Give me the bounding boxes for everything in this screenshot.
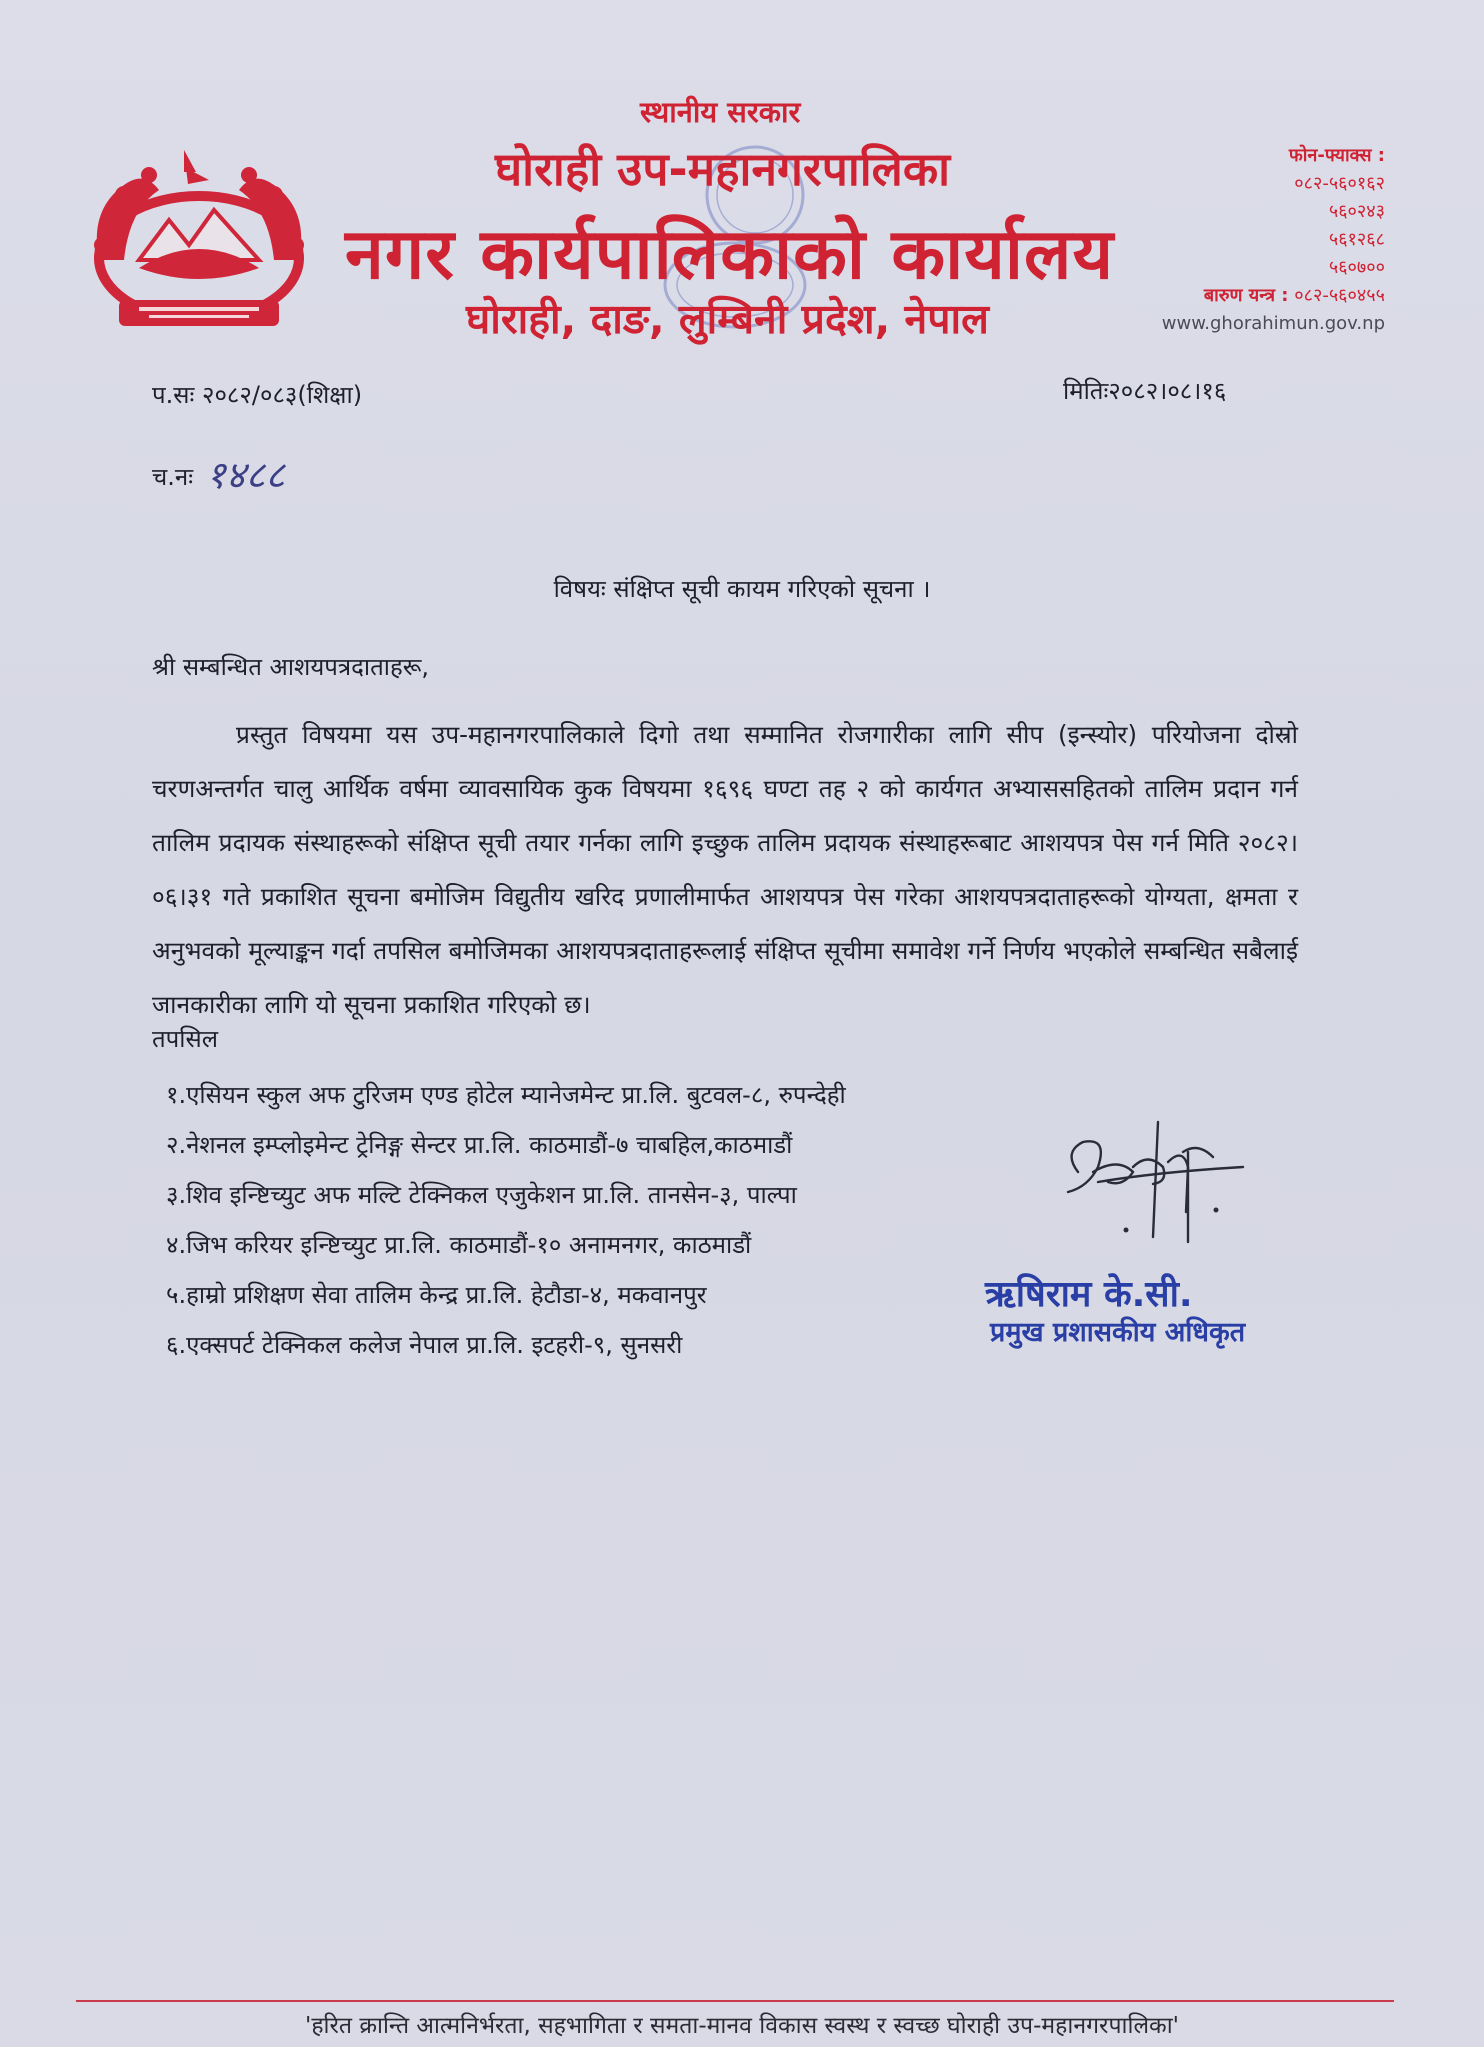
phone-number: ०८२-५६०१६२: [1294, 173, 1385, 194]
fire-contact: [1120, 282, 1385, 310]
phone-number: ५६०७००: [1328, 257, 1385, 278]
phone-number: ५६०२४३: [1328, 201, 1385, 222]
list-item: ४.जिभ करियर इन्ष्टिच्युट प्रा.लि. काठमाडौं-१० अनामनगर, काठमाडौं: [166, 1231, 752, 1259]
shortlist: [166, 1070, 846, 1370]
signatory-title: प्रमुख प्रशासकीय अधिकृत: [990, 1317, 1246, 1348]
office-address: घोराही, दाङ, लुम्बिनी प्रदेश, नेपाल: [466, 295, 989, 343]
municipality-name: घोराही उप-महानगरपालिका: [495, 142, 951, 196]
body-paragraph: प्रस्तुत विषयमा यस उप-महानगरपालिकाले दिगो तथा सम्मानित रोजगारीका लागि सीप (इन्स्योर) परियोजना दोस्रो चरणअन्तर्गत चालु आर्थिक वर्षमा व्यावसायिक कुक विषयमा १६९६ घण्टा तह २ को कार्यगत अभ्याससहितको तालिम प्रदान गर्न तालिम प्रदायक संस्थाहरूको संक्षिप्त सूची तयार गर्नका लागि इच्छुक तालिम प्रदायक संस्थाहरूबाट आशयपत्र पेस गर्न मिति २०८२।०६।३१ गते प्रकाशित सूचना बमोजिम विद्युतीय खरिद प्रणालीमार्फत आशयपत्र पेस गरेका आशयपत्रदाताहरूको योग्यता, क्षमता र अनुभवको मूल्याङ्कन गर्दा तपसिल बमोजिमका आशयपत्रदाताहरूलाई संक्षिप्त सूचीमा समावेश गर्ने निर्णय भएकोले सम्बन्धित सबैलाई जानकारीका लागि यो सूचना प्रकाशित गरिएको छ।: [152, 720, 1298, 1019]
phone-fax-label: फोन-फ्याक्स :: [1288, 145, 1385, 166]
list-item: ६.एक्सपर्ट टेक्निकल कलेज नेपाल प्रा.लि. इटहरी-९, सुनसरी: [166, 1331, 683, 1359]
website-link[interactable]: www.ghorahimun.gov.np: [1161, 313, 1385, 334]
subject-line: विषयः संक्षिप्त सूची कायम गरिएको सूचना ।: [553, 575, 931, 603]
dispatch-number: १४८८: [206, 453, 286, 497]
handwritten-signature-icon: [1038, 1112, 1258, 1252]
list-item: ३.शिव इन्ष्टिच्युट अफ मल्टि टेक्निकल एजुकेशन प्रा.लि. तानसेन-३, पाल्पा: [166, 1181, 797, 1209]
list-item: २.नेशनल इम्प्लोइमेन्ट ट्रेनिङ्ग सेन्टर प्रा.लि. काठमाडौं-७ चाबहिल,काठमाडौं: [166, 1131, 793, 1159]
contact-block: [1120, 142, 1385, 338]
fire-number: ०८२-५६०४५५: [1294, 285, 1385, 306]
nepal-government-emblem-icon: [84, 150, 314, 340]
list-item: ५.हाम्रो प्रशिक्षण सेवा तालिम केन्द्र प्रा.लि. हेटौडा-४, मकवानपुर: [166, 1281, 707, 1309]
letter-number: प.सः २०८२/०८३(शिक्षा): [152, 381, 363, 409]
fire-label: बारुण यन्त्र :: [1203, 285, 1289, 306]
phone-number: ५६१२६८: [1328, 229, 1385, 250]
signatory-name: ऋषिराम के.सी.: [985, 1274, 1193, 1315]
salutation: श्री सम्बन्धित आशयपत्रदाताहरू,: [152, 653, 430, 681]
dispatch-number-label: च.नः: [152, 463, 194, 491]
footer-motto: 'हरित क्रान्ति आत्मनिर्भरता, सहभागिता र समता-मानव विकास स्वस्थ र स्वच्छ घोराही उप-महानगरपालिका': [305, 2013, 1179, 2039]
letter-date: मितिः२०८२।०८।१६: [1063, 377, 1227, 405]
local-government-label: स्थानीय सरकार: [640, 95, 801, 129]
annex-title: तपसिल: [152, 1025, 219, 1053]
list-item: १.एसियन स्कुल अफ टुरिजम एण्ड होटेल म्यानेजमेन्ट प्रा.लि. बुटवल-८, रुपन्देही: [166, 1081, 846, 1109]
footer-divider: [76, 2000, 1394, 2002]
office-name: नगर कार्यपालिकाको कार्यालय: [345, 213, 1115, 295]
